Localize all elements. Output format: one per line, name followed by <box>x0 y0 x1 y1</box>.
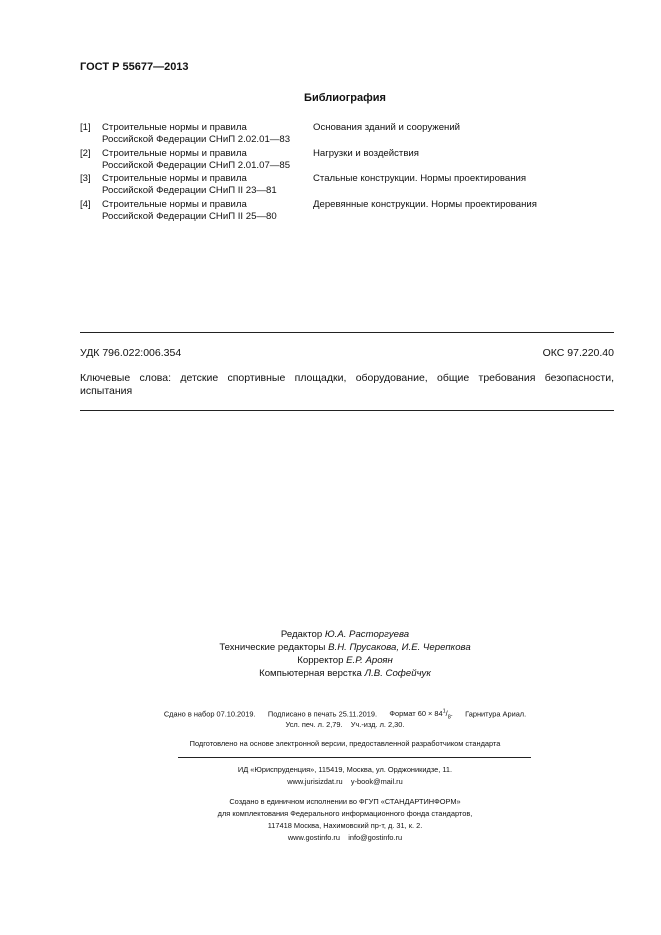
producer-line1: Создано в единичном исполнении во ФГУП «СТАНДАРТИНФОРМ» <box>229 797 461 806</box>
producer-line3: 117418 Москва, Нахимовский пр-т, д. 31, к. 2. <box>267 821 423 830</box>
publisher-contacts <box>0 776 661 787</box>
oks-code: ОКС 97.220.40 <box>542 347 614 359</box>
publisher-address: ИД «Юриспруденция», 115419, Москва, ул. Орджоникидзе, 11. <box>237 765 453 774</box>
credit-corrector: Корректор Е.Р. Ароян <box>297 655 393 666</box>
udk-code: УДК 796.022:006.354 <box>80 347 182 359</box>
ref-number: [3] <box>80 173 91 184</box>
ref-title: Нагрузки и воздействия <box>313 148 419 159</box>
bibliography-item <box>0 148 661 174</box>
producer-contacts <box>0 832 661 843</box>
producer-email-link[interactable]: info@gostinfo.ru <box>348 833 403 842</box>
ref-source: Строительные нормы и правила Российской Федерации СНиП 2.02.01—83 <box>102 122 291 145</box>
ref-title: Основания зданий и сооружений <box>313 122 461 133</box>
keywords: Ключевые слова: детские спортивные площадки, оборудование, общие требования безопасности, испытания <box>80 372 614 397</box>
producer-site-link[interactable]: www.gostinfo.ru <box>287 833 340 842</box>
ref-source: Строительные нормы и правила Российской Федерации СНиП 2.01.07—85 <box>102 148 291 171</box>
ref-title: Деревянные конструкции. Нормы проектирования <box>313 199 537 210</box>
imprint-prepared: Подготовлено на основе электронной версии, предоставленной разработчиком стандарта <box>189 739 501 748</box>
publisher-email-link[interactable]: y-book@mail.ru <box>350 777 403 786</box>
producer-line2: для комплектования Федерального информационного фонда стандартов, <box>217 809 473 818</box>
bibliography-title: Библиография <box>304 92 386 104</box>
format-value: Формат $60 \times 84^1/_8$. <box>389 709 453 721</box>
divider-bottom <box>80 410 614 411</box>
publisher-site-link[interactable]: www.jurisizdat.ru <box>287 777 343 786</box>
bibliography-item <box>0 173 661 199</box>
ref-source: Строительные нормы и правила Российской Федерации СНиП II 25—80 <box>102 199 277 222</box>
ref-source: Строительные нормы и правила Российской Федерации СНиП II 23—81 <box>102 173 277 196</box>
ref-title: Стальные конструкции. Нормы проектирования <box>313 173 527 184</box>
ref-number: [4] <box>80 199 91 210</box>
credit-layout: Компьютерная верстка Л.В. Софейчук <box>259 668 431 679</box>
ref-number: [1] <box>80 122 91 133</box>
ref-number: [2] <box>80 148 91 159</box>
imprint-line1: Сдано в набор 07.10.2019. Подписано в печать 25.11.2019. Формат $60 \times 84^1/_8$. Гарнитура Ариал. <box>163 709 527 721</box>
credit-editor: Редактор Ю.А. Расторгуева <box>280 629 410 640</box>
standard-number: ГОСТ Р 55677—2013 <box>80 61 189 73</box>
imprint-line2: Усл. печ. л. 2,79. Уч.-изд. л. 2,30. <box>285 720 405 729</box>
bibliography-item <box>0 199 661 225</box>
divider-imprint <box>178 757 531 758</box>
credit-tech-editors: Технические редакторы В.Н. Прусакова, И.Е. Черепкова <box>219 642 471 653</box>
bibliography-item <box>0 122 661 148</box>
divider-top <box>80 332 614 333</box>
